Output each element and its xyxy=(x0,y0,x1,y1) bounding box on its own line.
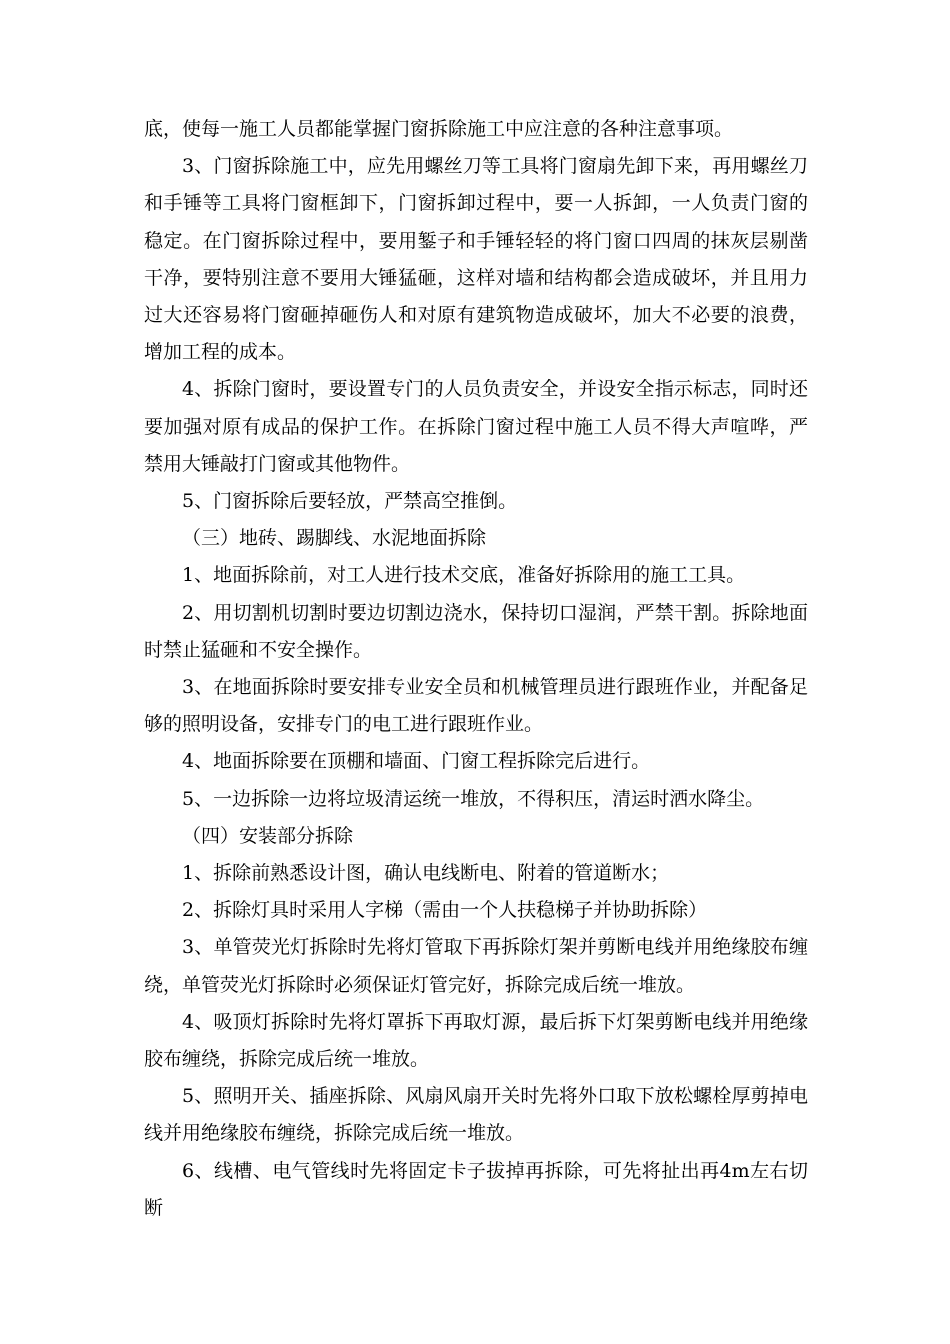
section-heading-installation-removal: （四）安装部分拆除 xyxy=(182,824,354,847)
paragraph-installation-preparation: 1、拆除前熟悉设计图，确认电线断电、附着的管道断水； xyxy=(182,862,670,885)
paragraph-floor-cutting: 2、用切割机切割时要边切割边浇水，保持切口湿润，严禁干割。拆除地面时禁止猛砸和不安全操作。 xyxy=(144,601,808,661)
paragraph-fluorescent-lamp: 3、单管荧光灯拆除时先将灯管取下再拆除灯架并剪断电线并用绝缘胶布缠绕，单管荧光灯拆除时必须保证灯管完好，拆除完成后统一堆放。 xyxy=(144,936,808,996)
paragraph-door-window-handling: 5、门窗拆除后要轻放，严禁高空推倒。 xyxy=(182,490,518,513)
section-heading-floor-removal: （三）地砖、踢脚线、水泥地面拆除 xyxy=(182,527,487,550)
paragraph-ceiling-lamp: 4、吸顶灯拆除时先将灯罩拆下再取灯源，最后拆下灯架剪断电线并用绝缘胶布缠绕，拆除完成后统一堆放。 xyxy=(144,1010,808,1071)
paragraph-floor-debris: 5、一边拆除一边将垃圾清运统一堆放，不得积压，清运时洒水降尘。 xyxy=(182,787,765,810)
paragraph-floor-supervision: 3、在地面拆除时要安排专业安全员和机械管理员进行跟班作业，并配备足够的照明设备，安排专门的电工进行跟班作业。 xyxy=(144,676,808,736)
paragraph-door-window-safety: 4、拆除门窗时，要设置专门的人员负责安全，并设安全指示标志，同时还要加强对原有成品的保护工作。在拆除门窗过程中施工人员不得大声喧哗，严禁用大锤敲打门窗或其他物件。 xyxy=(144,378,808,475)
paragraph-floor-sequence: 4、地面拆除要在顶棚和墙面、门窗工程拆除完后进行。 xyxy=(182,750,651,773)
paragraph-lamp-ladder: 2、拆除灯具时采用人字梯（需由一个人扶稳梯子并协助拆除） xyxy=(182,899,708,922)
paragraph-continuation: 底，使每一施工人员都能掌握门窗拆除施工中应注意的各种注意事项。 xyxy=(144,118,734,140)
paragraph-floor-preparation: 1、地面拆除前，对工人进行技术交底，准备好拆除用的施工工具。 xyxy=(182,564,746,587)
paragraph-door-window-removal-steps: 3、门窗拆除施工中，应先用螺丝刀等工具将门窗扇先卸下来，再用螺丝刀和手锤等工具将门窗框卸下，门窗拆卸过程中，要一人拆卸，一人负责门窗的稳定。在门窗拆除过程中，要用錾子和手锤轻轻的将门窗口四周的抹灰层剔凿干净，要特别注意不要用大锤猛砸，这样对墙和结构都会造成破坏，并且用力过大还容易将门窗砸掉砸伤人和对原有建筑物造成破坏，加大不必要的浪费，增加工程的成本。 xyxy=(144,155,808,364)
document-body xyxy=(144,111,808,1227)
paragraph-switches-sockets: 5、照明开关、插座拆除、风扇风扇开关时先将外口取下放松螺栓厚剪掉电线并用绝缘胶布缠绕，拆除完成后统一堆放。 xyxy=(144,1085,808,1145)
paragraph-trunking-conduit: 6、线槽、电气管线时先将固定卡子拔掉再拆除，可先将扯出再4m左右切断 xyxy=(144,1159,808,1219)
